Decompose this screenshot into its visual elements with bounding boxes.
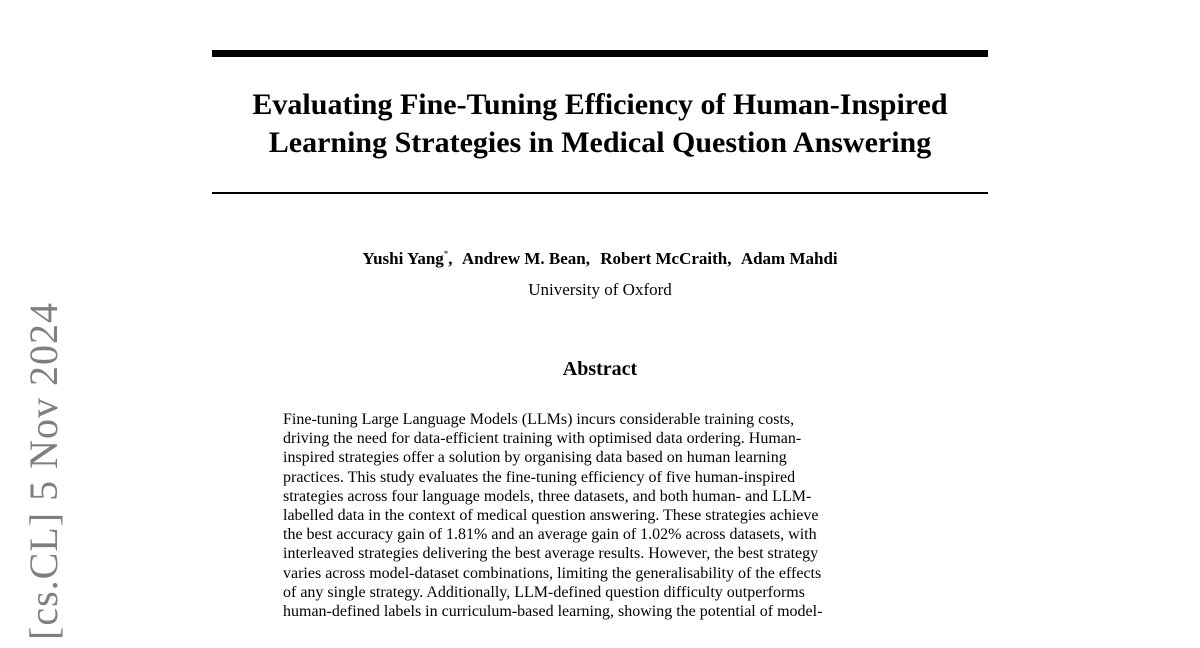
abstract-heading: Abstract — [562, 358, 638, 380]
author-list — [200, 248, 1000, 270]
abstract-line: Fine-tuning Large Language Models (LLMs) incurs considerable training costs, — [283, 411, 795, 428]
abstract-line: labelled data in the context of medical question answering. These strategies achieve — [283, 507, 819, 525]
arxiv-side-stamp: [cs.CL] 5 Nov 2024 — [21, 302, 66, 640]
author-name: Robert McCraith — [600, 249, 728, 268]
abstract-line: human-defined labels in curriculum-based learning, showing the potential of model- — [283, 603, 823, 621]
author — [741, 249, 838, 268]
author: Robert McCraith, — [600, 249, 732, 268]
abstract-line: interleaved strategies delivering the best average results. However, the best strategy — [283, 545, 819, 563]
abstract-line: inspired strategies offer a solution by organising data based on human learning — [283, 449, 787, 467]
paper-title — [180, 86, 1020, 162]
affiliation: University of Oxford — [528, 280, 672, 299]
title-line: Evaluating Fine-Tuning Efficiency of Human-Inspired — [252, 88, 948, 121]
abstract-line: practices. This study evaluates the fine-tuning efficiency of five human-inspired — [283, 468, 796, 486]
abstract-line: the best accuracy gain of 1.81% and an average gain of 1.02% across datasets, with — [283, 526, 817, 544]
abstract-line: strategies across four language models, three datasets, and both human- and LLM- — [283, 487, 812, 505]
title-bottom-rule — [212, 192, 988, 194]
abstract-line: varies across model-dataset combinations, limiting the generalisability of the effects — [283, 564, 822, 582]
title-line: Learning Strategies in Medical Question Answering — [268, 126, 932, 159]
author-footnote-mark: * — [443, 249, 449, 259]
author-name: Yushi Yang — [362, 249, 444, 268]
author: Andrew M. Bean, — [461, 249, 590, 268]
abstract-body — [283, 410, 923, 621]
abstract-line: driving the need for data-efficient training with optimised data ordering. Human- — [283, 430, 802, 448]
author-name: Adam Mahdi — [740, 249, 838, 268]
title-top-rule — [212, 50, 988, 57]
author: Yushi Yang*, — [362, 249, 453, 268]
abstract-line: of any single strategy. Additionally, LLM-defined question difficulty outperforms — [283, 583, 805, 601]
author-name: Andrew M. Bean — [461, 249, 586, 268]
